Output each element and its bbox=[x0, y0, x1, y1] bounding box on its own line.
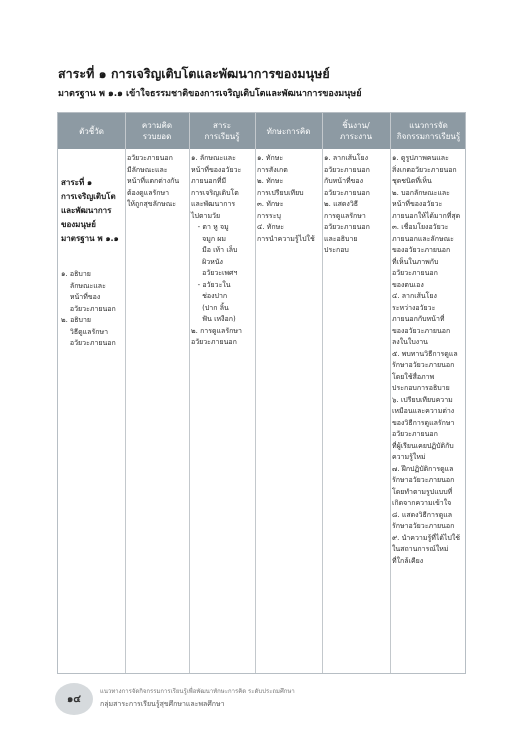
table-header-row bbox=[58, 113, 465, 149]
column-divider bbox=[189, 113, 190, 673]
column-divider bbox=[390, 113, 391, 673]
curriculum-table bbox=[57, 112, 466, 674]
header-tasks: ชิ้นงาน/ ภาระงาน bbox=[339, 121, 373, 141]
cell-indicators bbox=[61, 153, 124, 373]
footer-book-title: แนวทางการจัดกิจกรรมการเรียนรู้เพื่อพัฒนาทักษะการคิด ระดับประถมศึกษา bbox=[100, 688, 295, 695]
page-heading bbox=[58, 66, 478, 100]
header-content: สาระ การเรียนรู้ bbox=[204, 121, 240, 141]
column-divider bbox=[255, 113, 256, 673]
cell-concept: อวัยวะภายนอก มีลักษณะและ หน้าที่แตกต่างกัน ต้องดูแลรักษา ให้ถูกสุขลักษณะ bbox=[127, 154, 180, 208]
header-thinking-skills: ทักษะการคิด bbox=[266, 126, 311, 136]
strand-label: สาระที่ ๑ การเจริญเติบโต และพัฒนาการ ของมนุษย์ มาตรฐาน พ ๑.๑ bbox=[61, 178, 119, 243]
footer-subject-group: กลุ่มสาระการเรียนรู้สุขศึกษาและพลศึกษา bbox=[100, 700, 225, 708]
header-concept: ความคิด รวบยอด bbox=[141, 121, 173, 141]
header-activities: แนวการจัด กิจกรรมการเรียนรู้ bbox=[396, 121, 461, 141]
page-number: ๑๔ bbox=[67, 693, 81, 705]
strand-title: สาระที่ ๑ การเจริญเติบโตและพัฒนาการของมนุษย์ bbox=[58, 66, 330, 81]
cell-thinking-skills: ๑. ทักษะ การสังเกต ๒. ทักษะ การเปรียบเทียบ ๓. ทักษะ การระบุ ๔. ทักษะ การนำความรู้ไปใช้ bbox=[257, 154, 315, 243]
indicator-list: ๑. อธิบาย ลักษณะและ หน้าที่ของ อวัยวะภายนอก ๒. อธิบาย วิธีดูแลรักษา อวัยวะภายนอก bbox=[61, 270, 116, 347]
page-number-badge bbox=[55, 683, 93, 715]
cell-activities: ๑. ดูรูปภาพคนและ สิ่งเกตอวัยวะภายนอก ชุดชนิดที่เห็น ๒. บอกลักษณะและ หน้าที่ของอวัยวะ ภายนอกให้ได้มากที่สุด ๓. เชื่อมโยงอวัยวะ ภายนอกและลักษณะ ของอวัยวะภายนอก ที่เห็นในภาพกับ อวัยวะภายนอก ของตนเอง ๔. ลากเส้นโยง ระหว่างอวัยวะ ภายนอกกับหน้าที่ ของอวัยวะภายนอก ลงในใบงาน ๕. พบทานวิธีการดูแล รักษาอวัยวะภายนอก โดยใช้สื่อภาพ ประกอบการอธิบาย ๖. เปรียบเทียบความ เหมือนและความต่าง ของวิธีการดูแลรักษา อวัยวะภายนอก ที่ผู้เรียนเคยปฏิบัติกับ ความรู้ใหม่ ๗. ฝึกปฏิบัติการดูแล รักษาอวัยวะภายนอก โดยทำตามรูปแบบที่ เกิดจากความเข้าใจ ๘. แสดงวิธีการดูแล รักษาอวัยวะภายนอก ๙. นำความรู้ที่ได้ไปใช้ ในสถานการณ์ใหม่ ที่ใกล้เคียง bbox=[392, 154, 461, 565]
standard-subtitle: มาตรฐาน พ ๑.๑ เข้าใจธรรมชาติของการเจริญเติบโตและพัฒนาการของมนุษย์ bbox=[58, 89, 362, 99]
column-divider bbox=[322, 113, 323, 673]
column-divider bbox=[125, 113, 126, 673]
cell-tasks: ๑. ลากเส้นโยง อวัยวะภายนอก กับหน้าที่ของ อวัยวะภายนอก ๒. แสดงวิธี การดูแลรักษา อวัยวะภายนอก และอธิบาย ประกอบ bbox=[324, 154, 370, 254]
cell-content: ๑. ลักษณะและ หน้าที่ของอวัยวะ ภายนอกที่มี การเจริญเติบโต และพัฒนาการ ไปตามวัย - ตา หู จมู จมูก ผม มือ เท้า เล็บ ผิวหนัง อวัยวะเพศฯ - อวัยวะใน ช่องปาก (ปาก ลิ้น ฟัน เหงือก) ๒. การดูแลรักษา อวัยวะภายนอก bbox=[191, 154, 242, 346]
header-indicator: ตัวชี้วัด bbox=[79, 126, 104, 136]
